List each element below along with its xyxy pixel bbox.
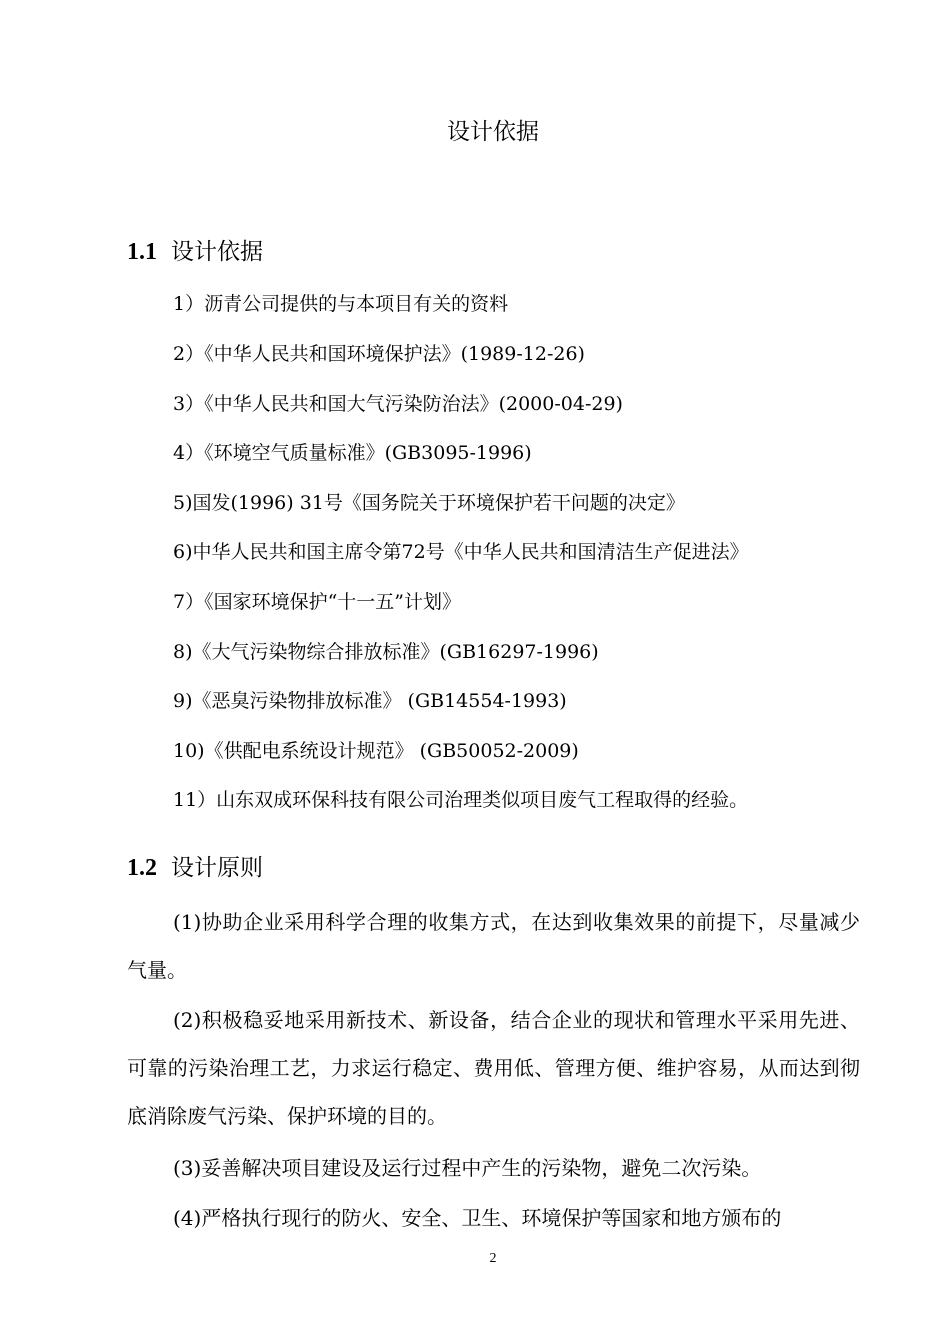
list-item: 11）山东双成环保科技有限公司治理类似项目废气工程取得的经验。 xyxy=(173,789,749,811)
list-item: 10)《供配电系统设计规范》 (GB50052-2009) xyxy=(173,740,579,762)
list-item: 9)《恶臭污染物排放标准》 (GB14554-1993) xyxy=(173,690,567,712)
paragraph: (4)严格执行现行的防火、安全、卫生、环境保护等国家和地方颁布的 xyxy=(173,1206,782,1230)
list-item: 3）《中华人民共和国大气污染防治法》(2000-04-29) xyxy=(173,393,623,415)
section-number: 1.1 xyxy=(127,239,157,265)
section-title: 设计依据 xyxy=(171,239,263,265)
list-item: 5)国发(1996) 31号《国务院关于环境保护若干问题的决定》 xyxy=(173,492,685,514)
list-item: 1）沥青公司提供的与本项目有关的资料 xyxy=(173,293,509,315)
section-number: 1.2 xyxy=(127,855,157,881)
list-item: 6)中华人民共和国主席令第72号《中华人民共和国清洁生产促进法》 xyxy=(173,541,749,563)
page-title: 设计依据 xyxy=(447,119,539,145)
list-item: 4）《环境空气质量标准》(GB3095-1996) xyxy=(173,442,532,464)
list-item: 2）《中华人民共和国环境保护法》(1989-12-26) xyxy=(173,343,585,365)
paragraph: (3)妥善解决项目建设及运行过程中产生的污染物，避免二次污染。 xyxy=(173,1156,762,1180)
section-heading-1-1 xyxy=(127,236,263,268)
list-item: 8)《大气污染物综合排放标准》(GB16297-1996) xyxy=(173,641,599,663)
page-number: 2 xyxy=(489,1251,497,1266)
section-title: 设计原则 xyxy=(171,855,263,881)
paragraph: (2)积极稳妥地采用新技术、新设备，结合企业的现状和管理水平采用先进、可靠的污染治理工艺，力求运行稳定、费用低、管理方便、维护容易，从而达到彻底消除废气污染、保护环境的目的。 xyxy=(127,1008,860,1128)
section-heading-1-2 xyxy=(127,852,263,884)
paragraph: (1)协助企业采用科学合理的收集方式，在达到收集效果的前提下，尽量减少气量。 xyxy=(127,910,860,982)
list-item: 7）《国家环境保护“十一五”计划》 xyxy=(173,591,462,613)
